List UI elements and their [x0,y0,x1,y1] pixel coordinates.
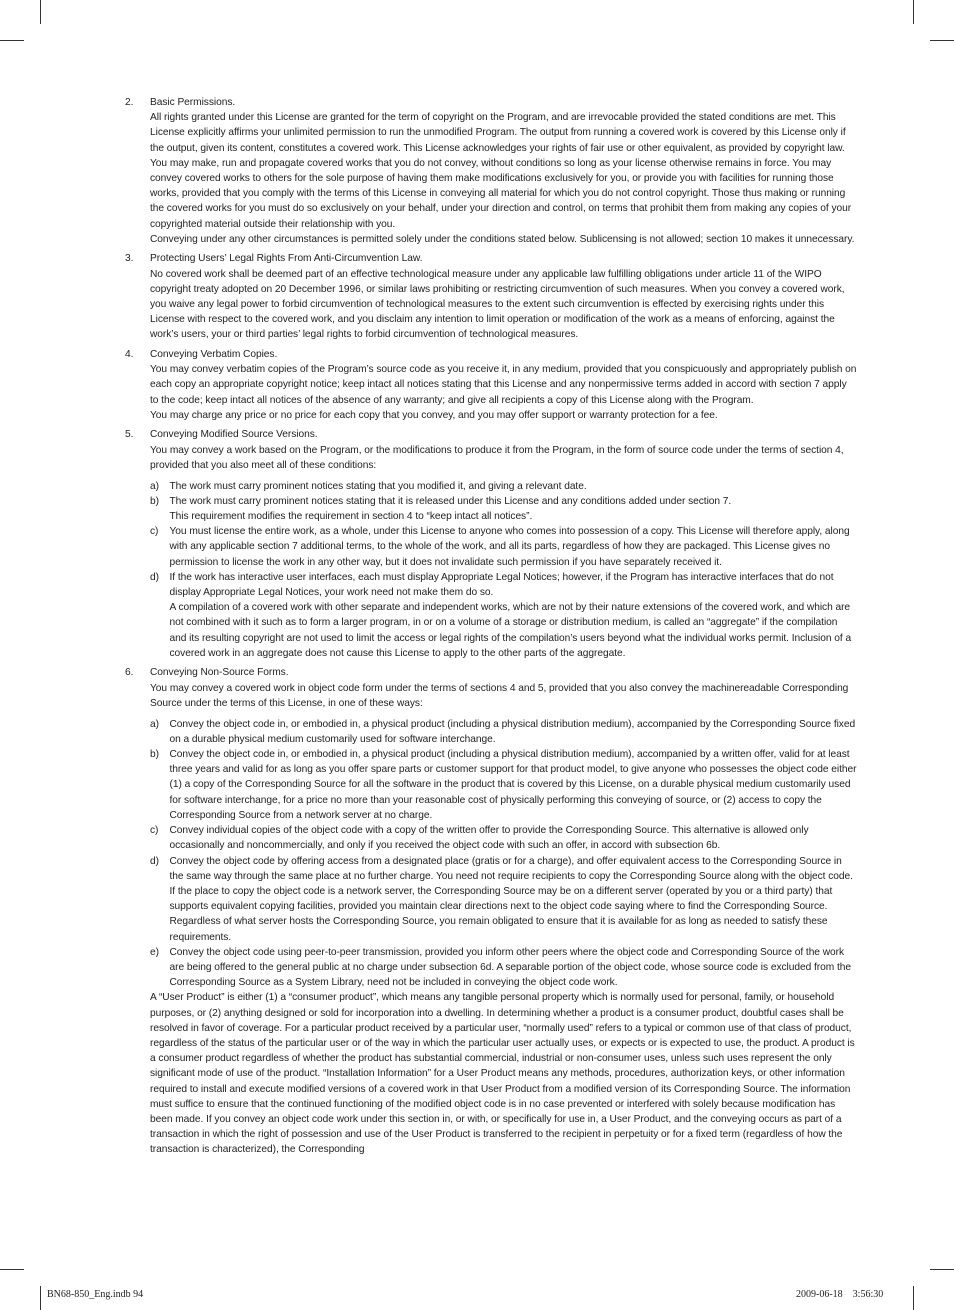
list-item-letter: b) [150,495,159,507]
section-paragraph: No covered work shall be deemed part of an effective technological measure under any applicable law fulfilling obligations under article 11 of the WIPO copyright treaty adopted on 20 December 1996, or similar laws prohibiting or restricting circumvention of such measures. When you convey a covered work, you waive any legal power to forbid circumvention of technological measures to the extent such circumvention is effected by exercising rights under this License with respect to the covered work, and you disclaim any intention to limit operation or modification of the work as a means of enforcing, against the work’s users, your or third parties’ legal rights to forbid circumvention of technological measures. [150,268,845,341]
list-item-letter: c) [150,825,159,837]
list-item-text: Convey the object code in, or embodied in, a physical product (including a physical distribution medium), accompanied by the Corresponding Source fixed on a durable physical medium customarily used for software interchange. [169,718,856,745]
section-paragraph: Conveying under any other circumstances is permitted solely under the conditions stated below. Sublicensing is not allowed; section 10 makes it unnecessary. [150,233,855,245]
list-item-text: Convey the object code by offering access from a designated place (gratis or for a charge), and offer equivalent access to the Corresponding Source in the same way through the same place at no further charge. You need not require recipients to copy the Corresponding Source along with the object code. If the place to copy the object code is a network server, the Corresponding Source may be on a different server (operated by you or a third party) that supports equivalent copying facilities, provided you maintain clear directions next to the object code saying where to find the Corresponding Source. Regardless of what server hosts the Corresponding Source, you remain obligated to ensure that it is available for as long as needed to satisfy these requirements. [169,855,853,943]
license-section [125,665,857,1157]
crop-mark-top-left-horizontal [0,40,24,41]
section-title: Basic Permissions. [150,97,236,108]
list-item [150,854,857,945]
list-item-text: You must license the entire work, as a whole, under this License to anyone who comes into possession of a copy. This License will therefore apply, along with any applicable section 7 additional terms, to the whole of the work, and all its parts, regardless of how they are packaged. This License gives no permission to license the work in any other way, but it does not invalidate such permission if you have separately received it. [169,526,850,568]
crop-mark-bottom-left-horizontal [0,1269,24,1270]
license-section [125,95,857,247]
list-item-letter: c) [150,526,159,538]
list-item-letter: a) [150,480,159,492]
section-paragraph: A “User Product” is either (1) a “consumer product”, which means any tangible personal property which is normally used for personal, family, or household purposes, or (2) anything designed or sold for incorporation into a dwelling. In determining whether a product is a consumer product, doubtful cases shall be resolved in favor of coverage. For a particular product received by a particular user, “normally used” refers to a typical or common use of that class of product, regardless of the status of the particular user or of the way in which the particular user actually uses, or expects or is expected to use, the product. A product is a consumer product regardless of whether the product has substantial commercial, industrial or non-consumer uses, unless such uses represent the only significant mode of use of the product. “Installation Information” for a User Product means any methods, procedures, authorization keys, or other information required to install and execute modified versions of a covered work in that User Product from a modified version of its Corresponding Source. The information must suffice to ensure that the continued functioning of the modified object code is in no case prevented or interfered with solely because modification has been made. If you convey an object code work under this section in, or with, or specifically for use in, a User Product, and the conveying occurs as part of a transaction in which the right of possession and use of the User Product is transferred to the recipient in perpetuity or for a fixed term (regardless of how the transaction is characterized), the Corresponding [150,992,855,1156]
list-item [150,570,857,661]
footer-file: BN68-850_Eng.indb 94 [47,1289,144,1300]
list-item-text: Convey the object code using peer-to-peer transmission, provided you inform other peers where the object code and Corresponding Source of the work are being offered to the general public at no charge under subsection 6d. A separable portion of the object code, whose source code is excluded from the Corresponding Source as a System Library, need not be included in conveying the object code work. [169,946,851,989]
section-paragraph: All rights granted under this License are granted for the term of copyright on the Program, and are irrevocable provided the stated conditions are met. This License explicitly affirms your unlimited permission to run the unmodified Program. The output from running a covered work is covered by this License only if the output, given its content, constitutes a covered work. This License acknowledges your rights of fair use or other equivalent, as provided by copyright law. You may make, run and propagate covered works that you do not convey, without conditions so long as your license otherwise remains in force. You may convey covered works to others for the sole purpose of having them make modifications exclusively for you, or provide you with facilities for running those works, provided that you comply with the terms of this License in conveying all material for which you do not control copyright. Those thus making or running the covered works for you must do so exclusively on your behalf, under your direction and control, on terms that prohibit them from making any copies of your copyrighted material outside their relationship with you. [150,112,852,230]
list-item-text: Convey individual copies of the object code with a copy of the written offer to provide the Corresponding Source. This alternative is allowed only occasionally and noncommercially, and only if you received the object code with such an offer, in accord with subsection 6b. [169,825,809,852]
crop-mark-bottom-right-vertical [913,1286,914,1310]
section-title: Conveying Non-Source Forms. [150,667,289,679]
list-item-text: The work must carry prominent notices stating that it is released under this License and any conditions added under section 7. [169,495,732,507]
license-section [125,347,857,423]
list-item-letter: e) [150,946,159,958]
crop-mark-top-right-horizontal [930,40,954,41]
section-paragraph: You may convey a work based on the Program, or the modifications to produce it from the Program, in the form of source code under the terms of section 4, provided that you also meet all of these conditions: [150,444,844,471]
footer-date: 2009-06-18 3:56:30 [796,1289,884,1300]
license-text [125,95,857,1158]
crop-mark-top-right-vertical [913,0,914,24]
list-item [150,524,857,570]
list-item [150,494,857,524]
section-paragraph: You may convey a covered work in object code form under the terms of sections 4 and 5, provided that you also convey the machinereadable Corresponding Source under the terms of this License, in one of these ways: [150,682,849,709]
section-number: 4. [125,349,134,361]
list-item-letter: d) [150,855,159,867]
section-paragraph: You may convey verbatim copies of the Program’s source code as you receive it, in any medium, provided that you conspicuously and appropriately publish on each copy an appropriate copyright notice; keep intact all notices stating that this License and any nonpermissive terms added in accord with section 7 apply to the code; keep intact all notices of the absence of any warranty; and give all recipients a copy of this License along with the Program. [150,364,857,406]
section-number: 5. [125,429,134,441]
list-item [150,479,857,494]
list-item-letter: b) [150,749,159,761]
list-item-text: A compilation of a covered work with other separate and independent works, which are not by their nature extensions of the covered work, and which are not combined with it such as to form a larger program, in or on a volume of a storage or distribution medium, is called an “aggregate” if the compilation and its resulting copyright are not used to limit the access or legal rights of the compilation’s users beyond what the individual works permit. Inclusion of a covered work in an aggregate does not cause this License to apply to the other parts of the aggregate. [169,602,852,659]
list-item-text: This requirement modifies the requirement in section 4 to “keep intact all notices”. [169,511,533,523]
section-paragraph: You may charge any price or no price for each copy that you convey, and you may offer support or warranty protection for a fee. [150,409,718,421]
section-number: 6. [125,667,134,679]
license-section [125,251,857,342]
list-item [150,747,857,823]
section-number: 2. [125,97,134,108]
crop-mark-bottom-left-vertical [40,1286,41,1310]
license-section [125,427,857,661]
section-number: 3. [125,253,134,265]
section-title: Protecting Users’ Legal Rights From Anti-Circumvention Law. [150,253,423,265]
section-title: Conveying Verbatim Copies. [150,349,278,361]
crop-mark-top-left-vertical [40,0,41,24]
crop-mark-bottom-right-horizontal [930,1269,954,1270]
list-item [150,823,857,853]
list-item-letter: a) [150,718,159,730]
list-item-text: The work must carry prominent notices stating that you modified it, and giving a relevant date. [169,480,587,492]
section-title: Conveying Modified Source Versions. [150,429,318,441]
list-item-text: Convey the object code in, or embodied in, a physical product (including a physical distribution medium), accompanied by a written offer, valid for at least three years and valid for as long as you offer spare parts or customer support for that product model, to give anyone who possesses the object code either (1) a copy of the Corresponding Source for all the software in the product that is covered by this License, on a durable physical medium customarily used for software interchange, for a price no more than your reasonable cost of physically performing this conveying of source, or (2) access to copy the Corresponding Source from a network server at no charge. [169,749,857,821]
list-item-text: If the work has interactive user interfaces, each must display Appropriate Legal Notices; however, if the Program has interactive interfaces that do not display Appropriate Legal Notices, your work need not make them do so. [169,571,834,599]
condition-list [150,479,857,661]
list-item-letter: d) [150,571,159,583]
list-item [150,717,857,747]
list-item [150,945,857,991]
condition-list [150,717,857,991]
